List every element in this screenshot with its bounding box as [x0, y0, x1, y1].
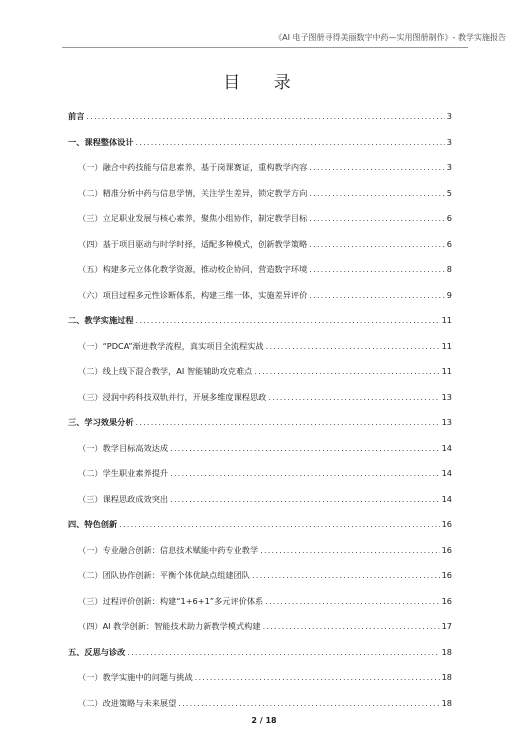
toc-entry-page: 14	[441, 493, 452, 504]
toc-entry-page: 9	[446, 289, 452, 300]
dot-leader	[309, 257, 445, 283]
toc-entry-text: （一）教学实施中的问题与挑战	[78, 672, 193, 682]
toc-entry-page: 6	[446, 238, 452, 249]
dot-leader	[263, 614, 440, 640]
dot-leader	[260, 538, 439, 564]
toc-entry-text: （六）项目过程多元性诊断体系，构建三维一体，实施差异评价	[78, 289, 308, 300]
dot-leader	[309, 232, 445, 258]
table-of-contents	[68, 104, 452, 716]
dot-leader	[86, 104, 444, 130]
toc-entry-page: 8	[446, 264, 452, 274]
toc-entry-page: 14	[441, 442, 452, 453]
toc-entry[interactable]	[68, 257, 452, 283]
toc-entry-page: 18	[441, 697, 452, 708]
toc-entry-page: 3	[446, 136, 452, 147]
dot-leader	[178, 691, 439, 717]
dot-leader	[170, 461, 440, 487]
toc-entry[interactable]	[68, 563, 452, 589]
dot-leader	[170, 436, 440, 462]
toc-entry[interactable]	[68, 589, 452, 615]
toc-entry-page: 16	[441, 519, 452, 529]
toc-entry[interactable]	[68, 359, 452, 385]
toc-entry[interactable]	[68, 308, 452, 334]
toc-entry-text: 三、学习效果分析	[68, 417, 134, 427]
toc-entry-page: 18	[441, 646, 452, 657]
toc-entry[interactable]	[68, 487, 452, 513]
dot-leader	[265, 589, 439, 615]
toc-entry[interactable]	[68, 512, 452, 538]
toc-entry-page: 16	[441, 595, 452, 606]
toc-entry[interactable]	[68, 436, 452, 462]
toc-entry-page: 11	[441, 315, 452, 325]
toc-entry-text: 一、课程整体设计	[68, 136, 134, 147]
toc-entry[interactable]	[68, 665, 452, 691]
toc-entry-text: （三）课程思政成效突出	[78, 493, 169, 504]
dot-leader	[170, 487, 440, 513]
toc-entry-page: 5	[446, 187, 452, 198]
toc-entry[interactable]	[68, 232, 452, 258]
page-number: 2 / 18	[251, 716, 277, 725]
toc-entry-page: 11	[441, 366, 452, 376]
toc-entry-text: （四）AI 教学创新：智能技术助力新教学模式构建	[78, 621, 261, 631]
toc-entry-text: （一）教学目标高效达成	[78, 442, 169, 453]
toc-entry-page: 11	[441, 340, 452, 351]
dot-leader	[127, 640, 439, 666]
toc-entry-page: 13	[441, 417, 452, 427]
dot-leader	[266, 334, 440, 360]
toc-entry[interactable]	[68, 181, 452, 207]
toc-entry[interactable]	[68, 283, 452, 309]
toc-entry-text: 前言	[68, 111, 85, 121]
toc-entry[interactable]	[68, 206, 452, 232]
running-header: 《AI 电子图册寻得美丽数字中药—实用图册制作》- 教学实施报告	[274, 33, 506, 42]
toc-entry-text: （二）学生职业素养提升	[78, 468, 169, 478]
toc-entry[interactable]	[68, 334, 452, 360]
dot-leader	[136, 410, 440, 436]
toc-entry[interactable]	[68, 614, 452, 640]
toc-entry-text: （三）过程评价创新：构建“1+6+1”多元评价体系	[78, 595, 264, 606]
toc-entry[interactable]	[68, 640, 452, 666]
toc-entry[interactable]	[68, 410, 452, 436]
toc-entry[interactable]	[68, 385, 452, 411]
dot-leader	[136, 130, 445, 156]
dot-leader	[254, 359, 439, 385]
toc-entry[interactable]	[68, 155, 452, 181]
toc-entry-page: 16	[441, 544, 452, 555]
toc-entry[interactable]	[68, 691, 452, 717]
dot-leader	[309, 181, 445, 207]
dot-leader	[195, 665, 440, 691]
dot-leader	[252, 563, 440, 589]
toc-entry-page: 6	[446, 213, 452, 223]
toc-entry-text: 五、反思与诊改	[68, 646, 126, 657]
toc-entry-text: （二）改进策略与未来展望	[78, 697, 177, 708]
toc-entry-text: （四）基于项目驱动与时学时择，适配多种模式，创新教学策略	[78, 238, 308, 249]
toc-entry-text: （三）浸润中药科技双轨并行，开展多维度课程思政	[78, 391, 267, 402]
toc-entry[interactable]	[68, 461, 452, 487]
toc-entry-text: （一）“PDCA”渐进教学流程，真实项目全流程实战	[78, 340, 264, 351]
header-divider	[62, 47, 468, 48]
dot-leader	[309, 155, 445, 181]
toc-entry-text: （五）构建多元立体化教学资源，推动校企协同，营造数字环境	[78, 264, 308, 274]
toc-entry-page: 3	[446, 111, 452, 121]
toc-entry-page: 3	[446, 162, 452, 172]
dot-leader	[309, 283, 445, 309]
toc-entry-page: 16	[441, 570, 452, 580]
toc-entry-text: （一）融合中药技能与信息素养，基于岗课赛证，重构教学内容	[78, 162, 308, 172]
toc-entry[interactable]	[68, 130, 452, 156]
dot-leader	[268, 385, 439, 411]
toc-entry[interactable]	[68, 538, 452, 564]
toc-entry-text: （二）精准分析中药与信息学情，关注学生差异，锁定教学方向	[78, 187, 308, 198]
dot-leader	[309, 206, 445, 232]
dot-leader	[136, 308, 440, 334]
toc-entry-text: （二）线上线下混合教学，AI 智能辅助攻克难点	[78, 366, 253, 376]
toc-entry-text: 四、特色创新	[68, 519, 118, 529]
toc-entry[interactable]	[68, 104, 452, 130]
toc-entry-page: 14	[441, 468, 452, 478]
page-title: 目 录	[223, 73, 305, 93]
toc-entry-text: （三）立足职业发展与核心素养，聚焦小组协作，制定教学目标	[78, 213, 308, 223]
toc-entry-page: 17	[441, 621, 452, 631]
toc-entry-page: 18	[441, 672, 452, 682]
toc-entry-text: （一）专业融合创新：信息技术赋能中药专业教学	[78, 544, 259, 555]
toc-entry-page: 13	[441, 391, 452, 402]
dot-leader	[119, 512, 439, 538]
toc-entry-text: 二、教学实施过程	[68, 315, 134, 325]
toc-entry-text: （二）团队协作创新：平衡个体优缺点组建团队	[78, 570, 250, 580]
